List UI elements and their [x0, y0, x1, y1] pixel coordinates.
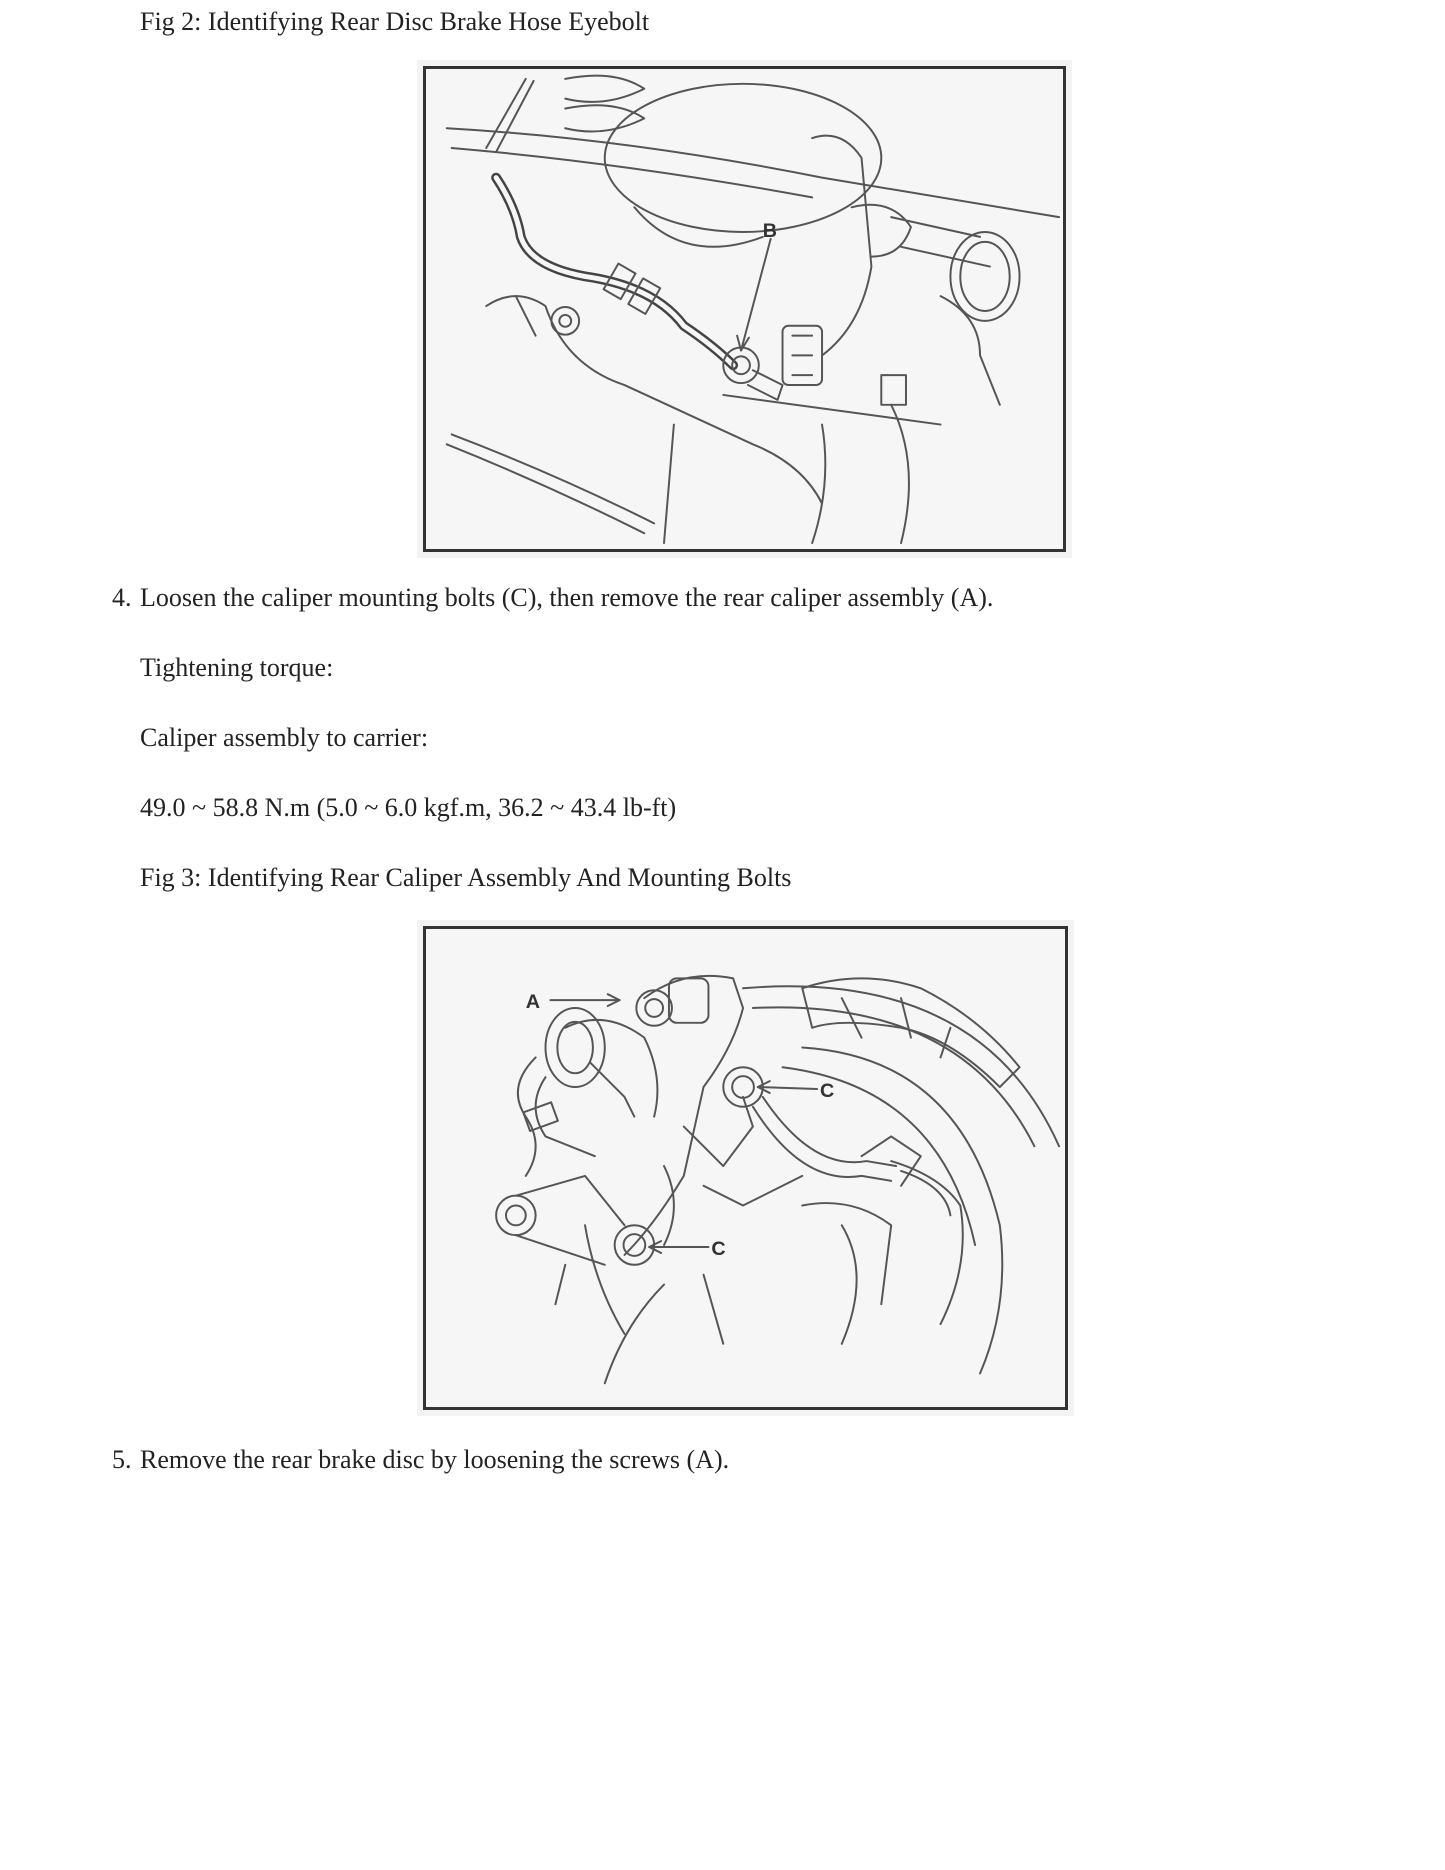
fig2-illustration: [423, 66, 1066, 552]
fig3-illustration: [423, 926, 1068, 1410]
brake-hose-eyebolt-drawing: [426, 69, 1063, 549]
step5-number: 5.: [112, 1445, 132, 1474]
fig2-caption: Fig 2: Identifying Rear Disc Brake Hose Eyebolt: [140, 7, 650, 36]
torque-item: Caliper assembly to carrier:: [140, 723, 429, 752]
step4-text: Loosen the caliper mounting bolts (C), then remove the rear caliper assembly (A).: [140, 583, 994, 612]
step4-number: 4.: [112, 583, 132, 612]
step5-text: Remove the rear brake disc by loosening the screws (A).: [140, 1445, 730, 1474]
caliper-assembly-drawing: [426, 929, 1065, 1407]
fig3-label-c-upper: C: [820, 1079, 835, 1102]
fig3-caption: Fig 3: Identifying Rear Caliper Assembly And Mounting Bolts: [140, 863, 792, 892]
torque-value: 49.0 ~ 58.8 N.m (5.0 ~ 6.0 kgf.m, 36.2 ~ 43.4 lb-ft): [140, 793, 677, 822]
fig2-label-b: B: [762, 219, 778, 242]
torque-heading: Tightening torque:: [140, 653, 334, 682]
fig3-label-c-lower: C: [711, 1237, 726, 1260]
fig3-label-a: A: [525, 991, 541, 1014]
